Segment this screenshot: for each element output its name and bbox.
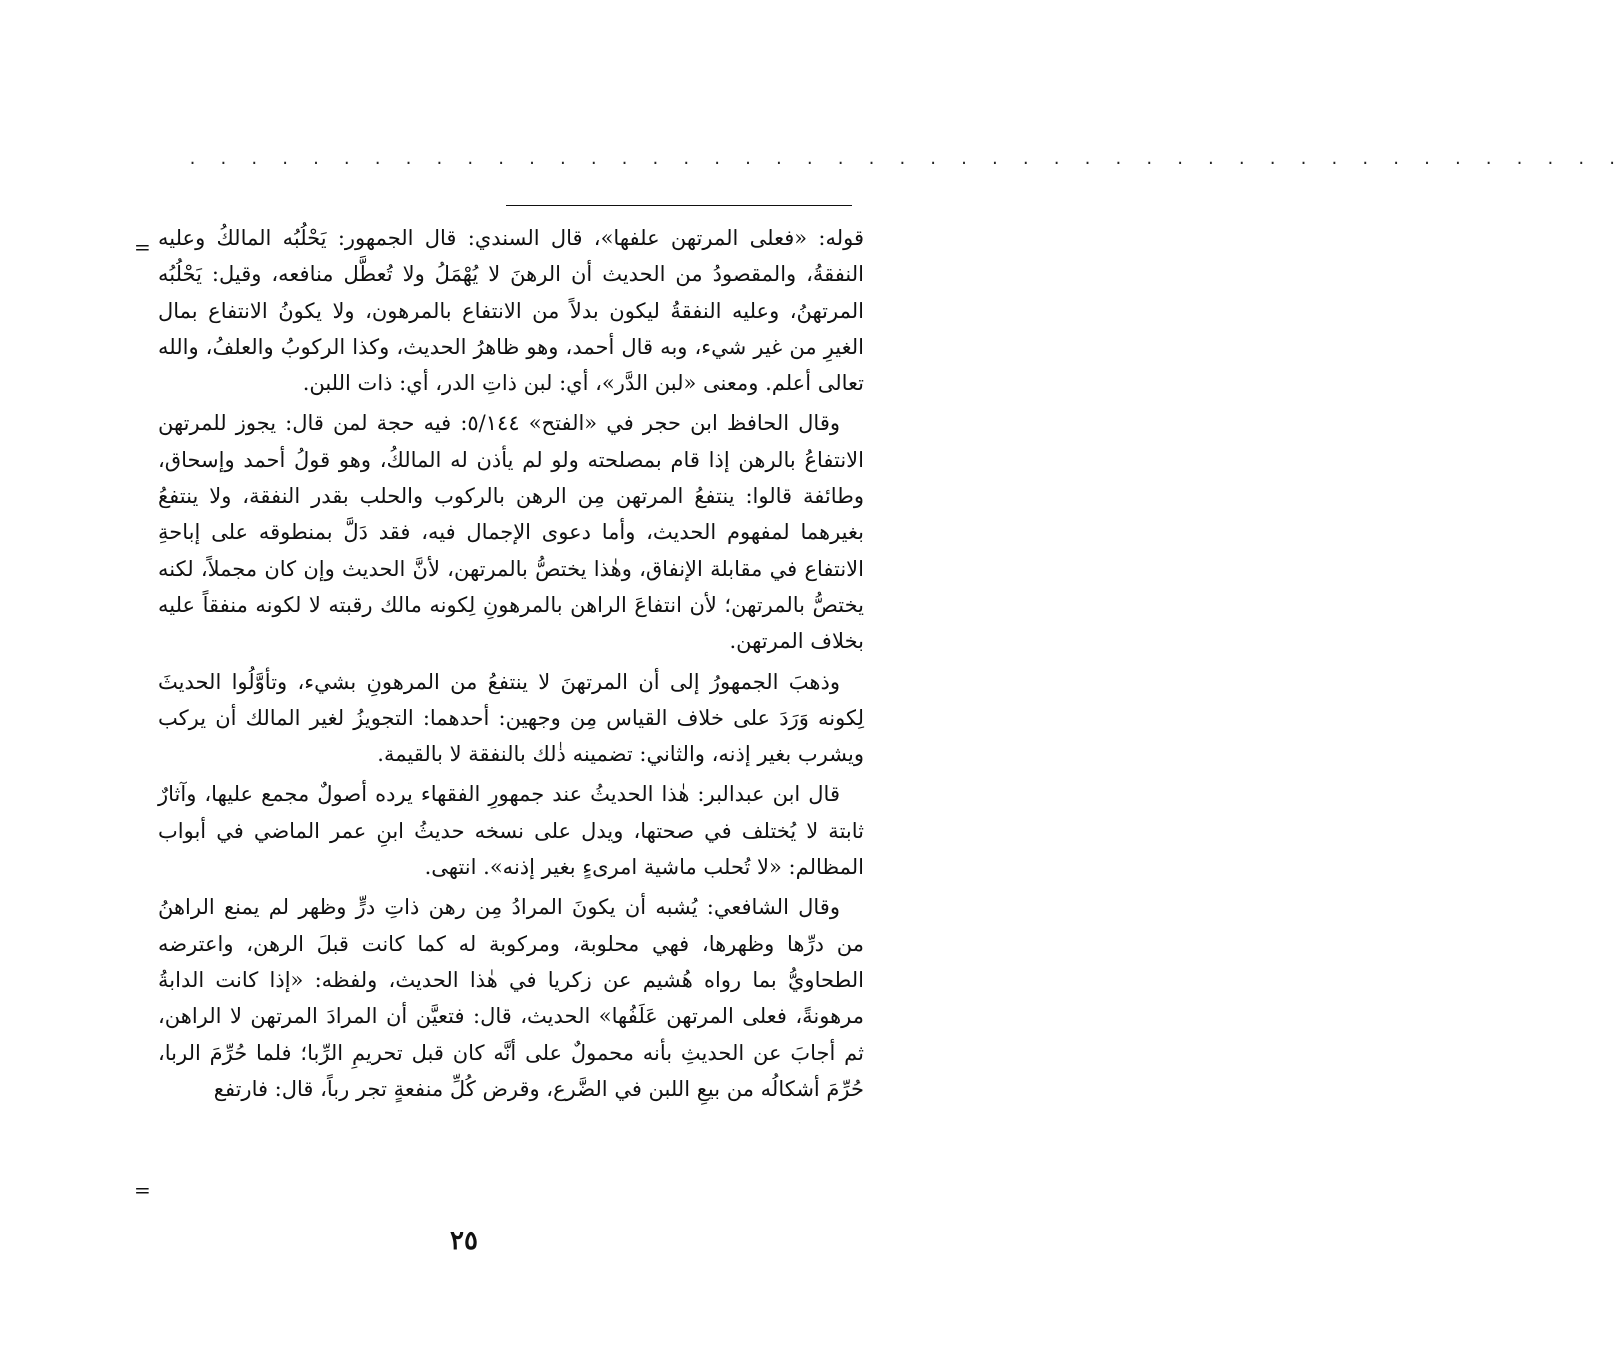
- continuation-mark-top: =: [134, 235, 151, 259]
- dotted-separator: . . . . . . . . . . . . . . . . . . . . . . . . . . . . . . . . . . . . . . . . . . . . . . .: [188, 150, 1623, 168]
- paragraph: قال ابن عبدالبر: هٰذا الحديثُ عند جمهورِ الفقهاء يرده أصولٌ مجمع عليها، وآثارٌ ثابتة لا يُختلف في صحتها، ويدل على نسخه حديثُ ابنِ عمر الماضي في أبواب المظالم: «لا تُحلب ماشية امرىءٍ بغير إذنه». انتهى.: [158, 782, 864, 880]
- footnote-body: [158, 220, 864, 1107]
- paragraph: وذهبَ الجمهورُ إلى أن المرتهنَ لا ينتفعُ من المرهونِ بشيء، وتأوَّلُوا الحديثَ لِكونه وَرَدَ على خلاف القياس مِن وجهين: أحدهما: التجويزُ لغير المالك أن يركب ويشرب بغير إذنه، والثاني: تضمينه ذٰلك بالنفقة لا بالقيمة.: [158, 669, 864, 767]
- page-number: ٢٥: [450, 1226, 478, 1256]
- paragraph: قوله: «فعلى المرتهن علفها»، قال السندي: قال الجمهور: يَحْلُبُه المالكُ وعليه النفقةُ، والمقصودُ من الحديث أن الرهنَ لا يُهْمَلُ ولا تُعطَّل منافعه، وقيل: يَحْلُبُه المرتهنُ، وعليه النفقةُ ليكون بدلاً من الانتفاع بالمرهون، ولا يكونُ الانتفاع بمال الغيرِ من غير شيء، وبه قال أحمد، وهو ظاهرُ الحديث، وكذا الركوبُ والعلفُ، والله تعالى أعلم. ومعنى «لبن الدَّر»، أي: لبن ذاتِ الدر، أي: ذات اللبن.: [158, 226, 864, 396]
- paragraph: وقال الحافظ ابن حجر في «الفتح» ٥/١٤٤: فيه حجة لمن قال: يجوز للمرتهن الانتفاعُ بالرهن إذا قام بمصلحته ولو لم يأذن له المالكُ، وهو قولُ أحمد وإسحاق، وطائفة قالوا: ينتفعُ المرتهن مِن الرهن بالركوب والحلب بقدر النفقة، ولا ينتفعُ بغيرهما لمفهوم الحديث، وأما دعوى الإجمال فيه، فقد دَلَّ بمنطوقه على إباحةِ الانتفاع في مقابلة الإنفاق، وهٰذا يختصُّ بالمرتهن، لأنَّ الحديث وإن كان مجملاً، لكنه يختصُّ بالمرتهن؛ لأن انتفاعَ الراهن بالمرهونِ لِكونه مالك رقبته لا لكونه منفقاً عليه بخلاف المرتهن.: [158, 411, 864, 654]
- continuation-mark-bottom: =: [134, 1178, 151, 1202]
- footnote-rule: [506, 205, 852, 206]
- paragraph: وقال الشافعي: يُشبه أن يكونَ المرادُ مِن رهن ذاتِ درٍّ وظهر لم يمنع الراهنُ من درِّها وظهرها، فهي محلوبة، ومركوبة له كما كانت قبلَ الرهن، واعترضه الطحاويُّ بما رواه هُشيم عن زكريا في هٰذا الحديث، ولفظه: «إذا كانت الدابةُ مرهونةً، فعلى المرتهن عَلَفُها» الحديث، قال: فتعيَّن أن المرادَ المرتهن لا الراهن، ثم أجابَ عن الحديثِ بأنه محمولٌ على أنَّه كان قبل تحريمِ الرِّبا؛ فلما حُرِّمَ الربا، حُرِّمَ أشكالُه من بيعِ اللبن في الضَّرع، وقرض كُلِّ منفعةٍ تجر رباً، قال: فارتفع: [158, 895, 864, 1101]
